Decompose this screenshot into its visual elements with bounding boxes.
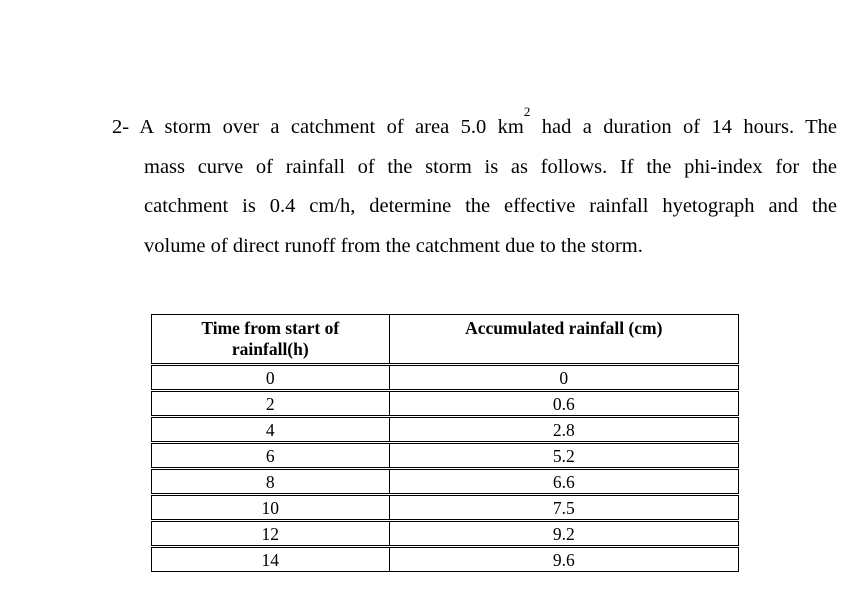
cell-time: 6 bbox=[152, 443, 390, 469]
cell-time: 8 bbox=[152, 469, 390, 495]
header-time-line-1: Time from start of bbox=[201, 318, 340, 338]
cell-time: 0 bbox=[152, 365, 390, 391]
problem-line-4: volume of direct runoff from the catchment due to the storm. bbox=[144, 234, 643, 257]
problem-statement bbox=[112, 104, 837, 266]
table-header-row bbox=[152, 315, 739, 365]
table-row bbox=[152, 469, 739, 495]
problem-number: 2- bbox=[112, 116, 130, 138]
problem-line-1-tail: had a duration of 14 hours. The bbox=[530, 116, 837, 138]
cell-time: 10 bbox=[152, 495, 390, 521]
rainfall-table bbox=[151, 314, 739, 572]
table-row bbox=[152, 365, 739, 391]
area-exponent: 2 bbox=[523, 104, 531, 119]
cell-rainfall: 6.6 bbox=[389, 469, 738, 495]
cell-time: 14 bbox=[152, 547, 390, 572]
cell-rainfall: 2.8 bbox=[389, 417, 738, 443]
problem-line-1-text: A storm over a catchment of area 5.0 km bbox=[139, 116, 524, 138]
table-row bbox=[152, 495, 739, 521]
cell-rainfall: 5.2 bbox=[389, 443, 738, 469]
cell-rainfall: 9.6 bbox=[389, 547, 738, 572]
problem-line-1 bbox=[112, 104, 837, 148]
problem-line-3: catchment is 0.4 cm/h, determine the effective rainfall hyetograph and the bbox=[144, 195, 837, 217]
table-row bbox=[152, 391, 739, 417]
cell-rainfall: 7.5 bbox=[389, 495, 738, 521]
cell-rainfall: 0.6 bbox=[389, 391, 738, 417]
header-time-line-2: rainfall(h) bbox=[231, 339, 309, 359]
cell-time: 12 bbox=[152, 521, 390, 547]
problem-line-2: mass curve of rainfall of the storm is as follows. If the phi-index for the bbox=[144, 155, 837, 178]
table-row bbox=[152, 521, 739, 547]
table-row bbox=[152, 417, 739, 443]
table-row bbox=[152, 547, 739, 572]
table-row bbox=[152, 443, 739, 469]
cell-time: 2 bbox=[152, 391, 390, 417]
header-time bbox=[152, 315, 390, 365]
cell-rainfall: 0 bbox=[389, 365, 738, 391]
header-rainfall: Accumulated rainfall (cm) bbox=[389, 315, 738, 365]
cell-time: 4 bbox=[152, 417, 390, 443]
cell-rainfall: 9.2 bbox=[389, 521, 738, 547]
